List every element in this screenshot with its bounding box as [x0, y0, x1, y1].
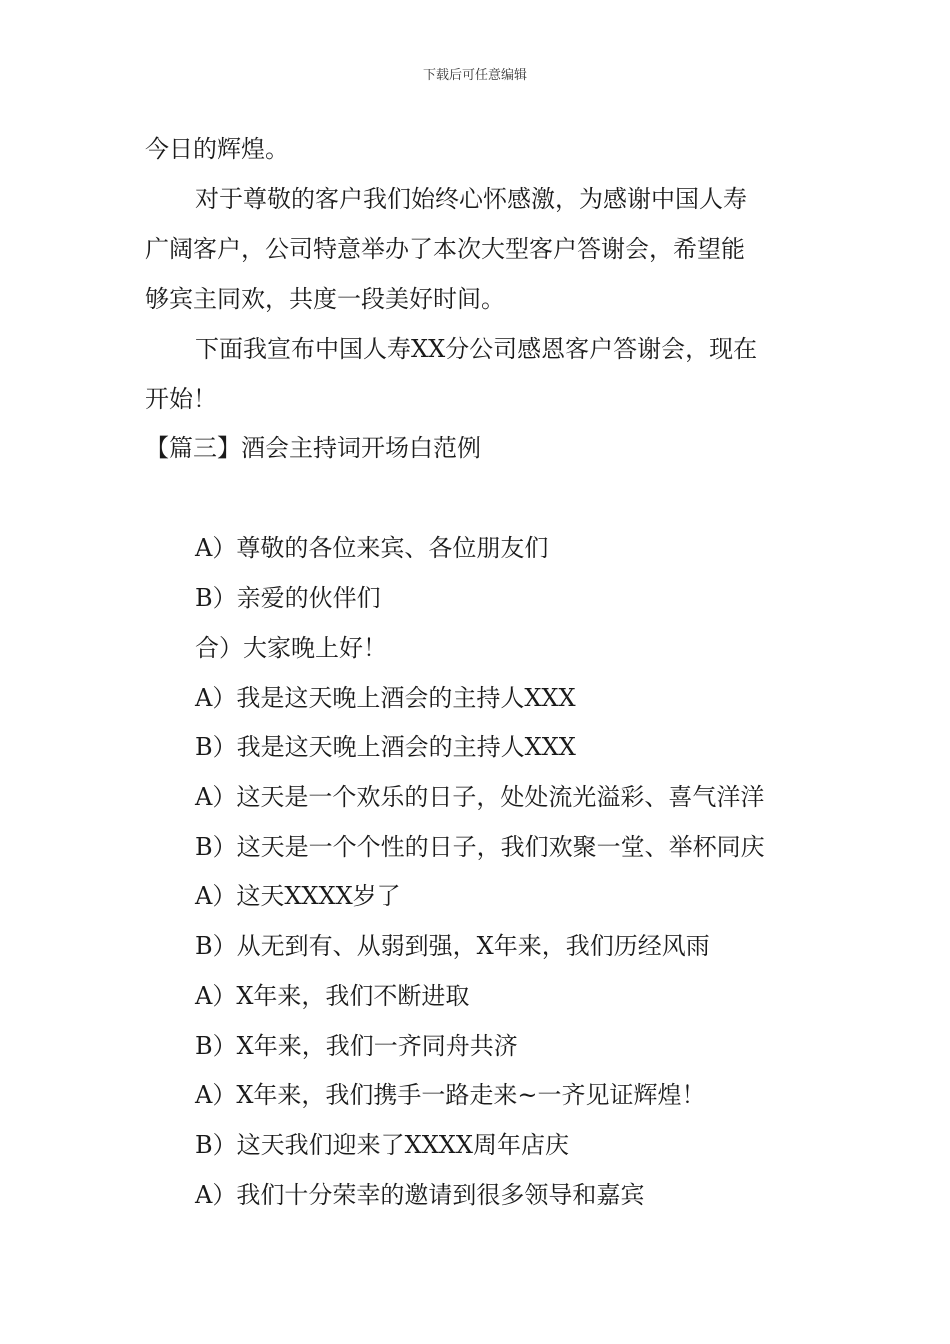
dialogue-line: A）我是这天晚上酒会的主持人XXX — [195, 684, 576, 712]
dialogue-line: B）亲爱的伙伴们 — [195, 584, 381, 612]
paragraph-line: 广阔客户，公司特意举办了本次大型客户答谢会，希望能 — [145, 235, 745, 263]
paragraph-line: 下面我宣布中国人寿XX分公司感恩客户答谢会，现在 — [195, 335, 758, 363]
dialogue-line: A）这天是一个欢乐的日子，处处流光溢彩、喜气洋洋 — [195, 783, 765, 811]
paragraph-line: 对于尊敬的客户我们始终心怀感激，为感谢中国人寿 — [195, 185, 747, 213]
dialogue-line: B）我是这天晚上酒会的主持人XXX — [195, 733, 576, 761]
dialogue-line: A）尊敬的各位来宾、各位朋友们 — [195, 534, 549, 562]
paragraph-line: 今日的辉煌。 — [145, 135, 289, 163]
dialogue-line: B）从无到有、从弱到强，X年来，我们历经风雨 — [195, 932, 710, 960]
dialogue-line: B）这天是一个个性的日子，我们欢聚一堂、举杯同庆 — [195, 833, 765, 861]
paragraph-line: 开始！ — [145, 385, 217, 413]
dialogue-line: B）这天我们迎来了XXXX周年店庆 — [195, 1131, 569, 1159]
section-title: 【篇三】酒会主持词开场白范例 — [145, 434, 481, 462]
dialogue-line: 合）大家晚上好！ — [195, 634, 387, 662]
dialogue-line: A）这天XXXX岁了 — [195, 882, 401, 910]
dialogue-line: A）X年来，我们不断进取 — [195, 982, 470, 1010]
dialogue-line: A）X年来，我们携手一路走来~一齐见证辉煌！ — [195, 1081, 706, 1109]
dialogue-line: B）X年来，我们一齐同舟共济 — [195, 1032, 518, 1060]
dialogue-line: A）我们十分荣幸的邀请到很多领导和嘉宾 — [195, 1181, 645, 1209]
paragraph-line: 够宾主同欢，共度一段美好时间。 — [145, 285, 505, 313]
page-header: 下载后可任意编辑 — [422, 68, 527, 83]
